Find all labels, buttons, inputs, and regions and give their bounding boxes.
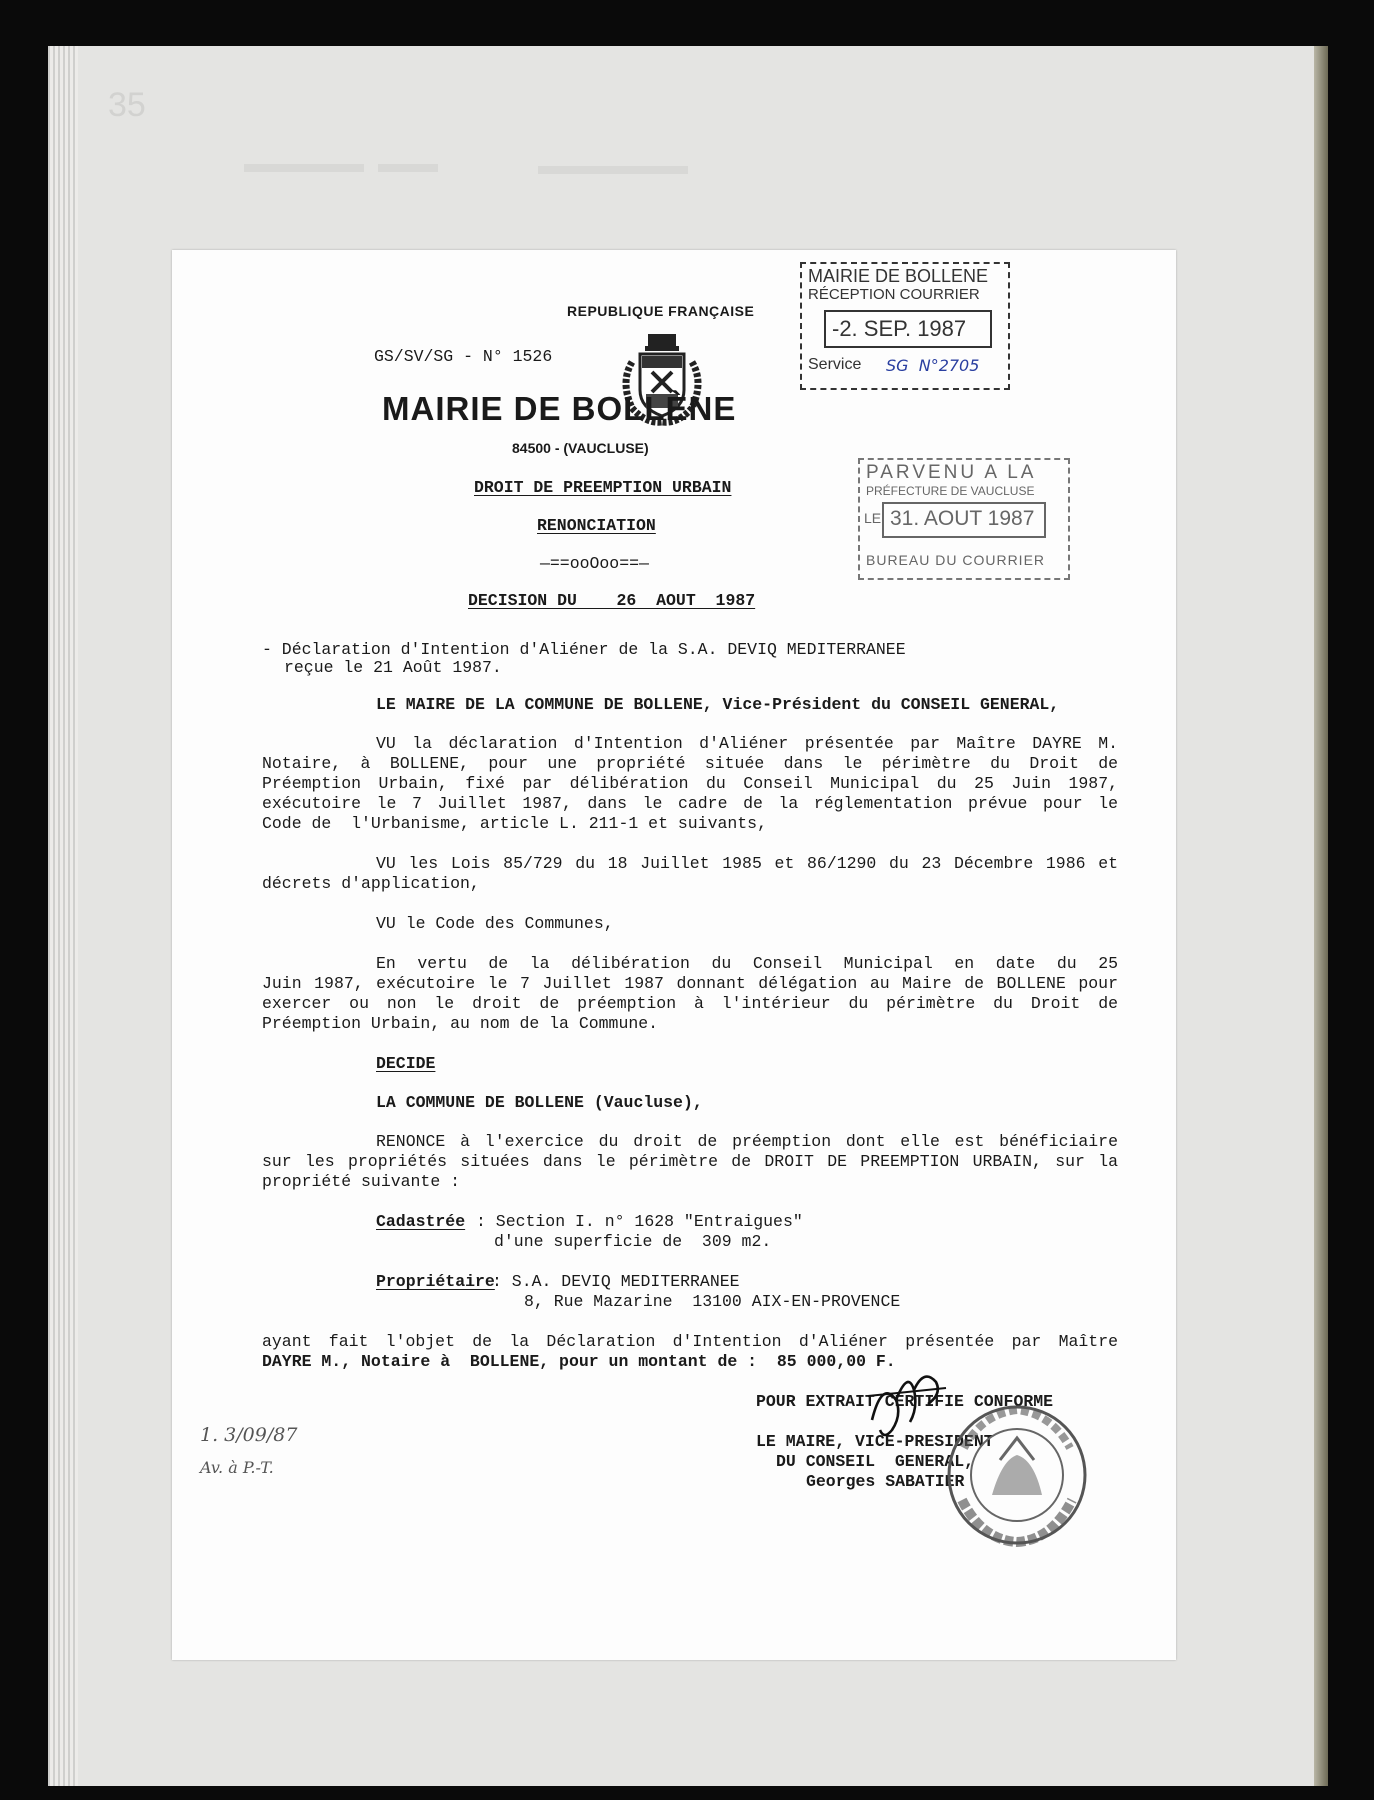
reception-stamp [800, 262, 1010, 390]
prefecture-le: LE [864, 510, 882, 526]
renonciation-heading: RENONCIATION [537, 516, 656, 535]
bleed-text-line [378, 164, 438, 172]
document-sheet [172, 250, 1176, 1660]
bleed-text-line [538, 166, 688, 174]
handwritten-signature-icon [862, 1360, 952, 1450]
maire-title-line: LE MAIRE, VICE-PRESIDENT [756, 1432, 994, 1451]
renonce-last-line: propriété suivante : [262, 1172, 461, 1191]
address-line: 84500 - (VAUCLUSE) [512, 440, 649, 456]
en-vertu-last-line: Préemption Urbain, au nom de la Commune. [262, 1014, 659, 1033]
official-seal-icon [942, 1400, 1092, 1550]
handwritten-note-line2: Av. à P.-T. [200, 1458, 274, 1477]
en-vertu-line: exercer ou non le droit de préemption à l'intérieur du périmètre du Droit de [262, 994, 1118, 1013]
vu1-last-line: Code de l'Urbanisme, article L. 211-1 et suivants, [262, 814, 767, 833]
proprietaire-label: Propriétaire [376, 1272, 495, 1291]
mairie-title: MAIRIE DE BOLLÈNE [382, 390, 737, 427]
handwritten-note-line1: 1. 3/09/87 [200, 1424, 298, 1446]
reception-stamp-line1: MAIRIE DE BOLLENE [808, 266, 989, 286]
prefecture-bureau: BUREAU DU COURRIER [866, 552, 1046, 568]
vu1-line: Notaire, à BOLLENE, pour une propriété située dans le périmètre du Droit de [262, 754, 1118, 773]
service-label: Service [808, 356, 862, 373]
decide-heading: DECIDE [376, 1054, 436, 1073]
page-stack-edge [48, 46, 78, 1786]
renonce-paragraph [262, 1132, 1118, 1172]
cadastree-label: Cadastrée [376, 1212, 466, 1231]
commune-line: LA COMMUNE DE BOLLENE (Vaucluse), [376, 1093, 703, 1112]
ayant-last-line: DAYRE M., Notaire à BOLLENE, pour un montant de : 85 000,00 F. [262, 1352, 896, 1371]
intro-line-1: - Déclaration d'Intention d'Aliéner de la S.A. DEVIQ MEDITERRANEE [262, 640, 906, 659]
en-vertu-line: Juin 1987, exécutoire le 7 Juillet 1987 donnant délégation au Maire de BOLLENE pour [262, 974, 1118, 993]
renonce-line: sur les propriétés situées dans le périmètre de DROIT DE PREEMPTION URBAIN, sur la [262, 1152, 1118, 1171]
vu1-line: VU la déclaration d'Intention d'Aliéner présentée par Maître DAYRE M. [376, 734, 1118, 753]
reception-stamp-line2: RÉCEPTION COURRIER [808, 286, 980, 303]
en-vertu-line: En vertu de la délibération du Conseil Municipal en date du 25 [376, 954, 1118, 973]
decision-date: DECISION DU 26 AOUT 1987 [468, 591, 756, 610]
ayant-line: ayant fait l'objet de la Déclaration d'Intention d'Aliéner présentée par Maître [262, 1332, 1118, 1351]
proprietaire-address: 8, Rue Mazarine 13100 AIX-EN-PROVENCE [524, 1292, 901, 1311]
renonce-line: RENONCE à l'exercice du droit de préemption dont elle est bénéficiaire [376, 1132, 1118, 1151]
reception-date-box [824, 310, 992, 348]
conseil-general-line: DU CONSEIL GENERAL, [776, 1452, 975, 1471]
prefecture-stamp-line2: PRÉFECTURE DE VAUCLUSE [866, 484, 1035, 498]
book-spine [1314, 46, 1328, 1786]
en-vertu-paragraph [262, 954, 1118, 1014]
le-maire-line: LE MAIRE DE LA COMMUNE DE BOLLENE, Vice-Président du CONSEIL GENERAL, [376, 695, 1060, 714]
certifie-conforme: POUR EXTRAIT CERTIFIE CONFORME [756, 1392, 1054, 1411]
prefecture-stamp [858, 458, 1070, 580]
vu1-line: exécutoire le 7 Juillet 1987, dans le cadre de la réglementation prévue pour le [262, 794, 1118, 813]
service-handwritten-number: SG N°2705 [886, 356, 980, 375]
vu-declaration-paragraph [262, 734, 1118, 814]
vu-code-line: VU le Code des Communes, [376, 914, 614, 933]
cadastree-section: : Section I. n° 1628 "Entraigues" [476, 1212, 803, 1231]
separator-ornament: —==ooOoo==— [540, 554, 649, 573]
reference-number: GS/SV/SG - N° 1526 [374, 347, 553, 366]
vu-lois-line: VU les Lois 85/729 du 18 Juillet 1985 et 86/1290 du 23 Décembre 1986 et [376, 854, 1118, 873]
signatory-name: Georges SABATIER [806, 1472, 965, 1491]
cadastree-superficie: d'une superficie de 309 m2. [494, 1232, 772, 1251]
bleed-text-line [244, 164, 364, 172]
intro-line-2: reçue le 21 Août 1987. [284, 658, 502, 677]
vu1-line: Préemption Urbain, fixé par délibération du Conseil Municipal du 25 Juin 1987, [262, 774, 1118, 793]
reception-date: -2. SEP. 1987 [832, 316, 967, 341]
proprietaire-name: : S.A. DEVIQ MEDITERRANEE [492, 1272, 740, 1291]
vu-lois-last-line: décrets d'application, [262, 874, 480, 893]
republique-heading: REPUBLIQUE FRANÇAISE [567, 303, 755, 319]
prefecture-date: 31. AOUT 1987 [890, 507, 1035, 530]
prefecture-date-box [882, 502, 1046, 538]
bleed-page-number: 35 [108, 86, 146, 124]
subject-heading: DROIT DE PREEMPTION URBAIN [474, 478, 732, 497]
prefecture-stamp-line1: PARVENU A LA [866, 462, 1037, 483]
